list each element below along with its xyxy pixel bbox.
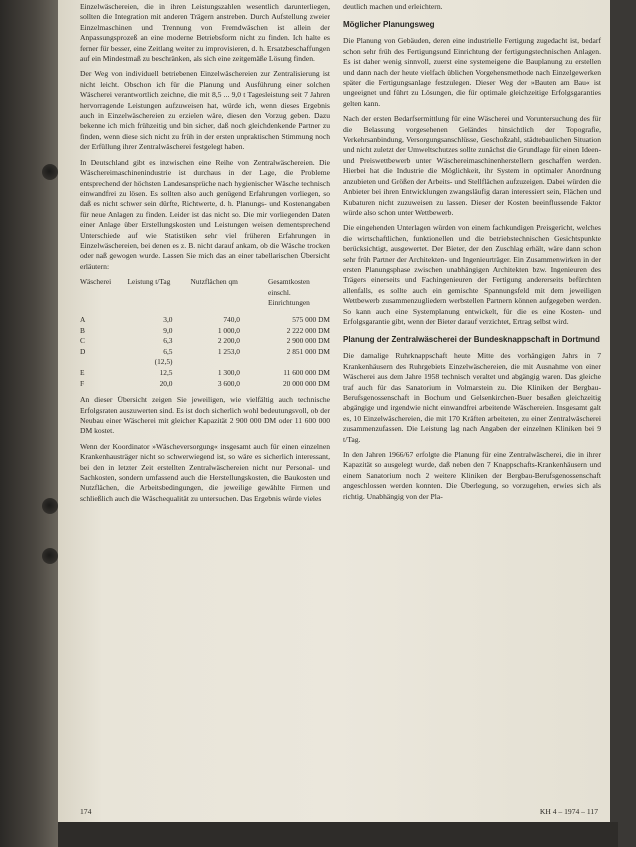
punch-hole bbox=[42, 498, 58, 514]
cell-kosten: 2 222 000 DM bbox=[286, 325, 330, 335]
column-header: Gesamtkosten einschl. Einrichtungen bbox=[268, 277, 310, 308]
cell-flaeche: 3 600,0 bbox=[217, 378, 240, 388]
cell-flaeche: 1 000,0 bbox=[217, 325, 240, 335]
page-shadow bbox=[58, 822, 618, 847]
binder-edge bbox=[0, 0, 58, 847]
cell-name: A bbox=[80, 314, 86, 324]
cell-name: E bbox=[80, 367, 85, 377]
column-header: Nutzflächen qm bbox=[190, 277, 238, 287]
cell-kosten: 575 000 DM bbox=[292, 314, 330, 324]
cell-flaeche bbox=[173, 357, 241, 368]
table-row bbox=[80, 336, 330, 347]
cell-name: C bbox=[80, 336, 85, 346]
paragraph: deutlich machen und erleichtern. bbox=[343, 2, 443, 11]
table-row bbox=[80, 379, 330, 390]
table-row bbox=[80, 357, 330, 368]
table-row bbox=[80, 347, 330, 358]
cell-leistung: 6,3 bbox=[163, 336, 173, 346]
cell-name: D bbox=[80, 346, 86, 356]
journal-reference: KH 4 – 1974 – 117 bbox=[539, 807, 598, 816]
cell-kosten: 11 600 000 DM bbox=[283, 367, 330, 377]
column-header: Leistung t/Tag bbox=[127, 277, 171, 287]
cell-flaeche: 1 253,0 bbox=[217, 346, 240, 356]
left-column bbox=[80, 2, 330, 509]
cell-kosten: 2 851 000 DM bbox=[286, 346, 330, 356]
laundry-comparison-table bbox=[80, 277, 330, 389]
page-number: 174 bbox=[80, 807, 92, 816]
paragraph: In Deutschland gibt es inzwischen eine Reihe von Zentralwäschereien. Die Wäschereimaschinenindustrie ist durchaus in der Lage, die Probleme entsprechend der höchsten Landesansprüche nach hygienischer Wäsche technisch einwandfrei zu lösen. Es sollten also auch genügend Erfahrungen vorliegen, so daß es nicht schwer sein dürfte, Richtwerte, d. h. Planungs- und Kostenangaben für neue Anlagen zu finden. Leider ist das nicht so. Die mir vorliegenden Daten einer Anlage über Erstellungskosten und Leistungen weisen dementsprechend Unterschiede auf wie Statistiken sehr viel früheren Erfahrungen in Einzelwäschereien, bei denen es z. B. nicht darauf ankam, ob die Wäsche trocken oder naß gewogen wurde. Lassen Sie mich das an einer tabellarischen Übersicht erläutern: bbox=[80, 157, 330, 271]
cell-flaeche: 2 200,0 bbox=[217, 336, 240, 346]
paragraph: Die damalige Ruhrknappschaft heute Mitte des vorhängigen Jahrs in 7 Krankenhäusern des Ruhrgebiets Einzelwäschereien, die mit Ausnahme von einer Wäscherei aus dem Jahre 1958 technisch veraltet und abgängig waren. Das gleiche traf auch für das Sanatorium in Volmarstein zu. Die Kliniken der Bergbau-Berufsgenossenschaft in Bochum und Gelsenkirchen-Buer besaßen gleichzeitig abgängige und irgendwie nicht einwandfrei arbeitende Wäschereien. Insgesamt galt es, 10 Einzelwäschereien, die mit 170 Kräften arbeiteten, zu einer Zentralwäscherei zusammenzufassen. Die Leistung lag nach Angaben der einzelnen Kliniken bei 9 t/Tag. bbox=[343, 351, 601, 444]
cell-name: F bbox=[80, 378, 85, 388]
cell-leistung: 9,0 bbox=[163, 325, 173, 335]
cell-leistung: 3,0 bbox=[163, 314, 173, 324]
cell-leistung: (12,5) bbox=[154, 357, 173, 367]
section-heading: Möglicher Planungsweg bbox=[343, 20, 435, 30]
cell-flaeche: 1 300,0 bbox=[217, 367, 240, 377]
table-row bbox=[80, 368, 330, 379]
paragraph: Die eingehenden Unterlagen würden von einem fachkundigen Preisgericht, welches die wirtschaftlichen, funktionellen und die betriebstechnischen Gesichtspunkte berücksichtigt, ausgewertet. Der Bieter, der den Zuschlag erhält, wäre dann schon sehr früh Partner der Architekten- und Ingenieurträger. Ein Zusammenwirken in der ersten Planungsphase zwischen unabhängigen Architekten bzw. Ingenieuren des Trägers einerseits und Fachingenieuren der Fertigung andererseits befürchten allenfalls, es sollte auch ein gemischte Spannungsfeld mit dem jeweiligen Wettbewerb zusammenzugliedern werbstellen Partnern können aufgegeben werden. So kann auch eine Systemplanung entwickelt, für die es eine Kosten- und Erfolgsgarantie gibt, wenn der Bieter darauf verzichtet, Ertrag selbst wird. bbox=[343, 223, 601, 326]
paragraph: An dieser Übersicht zeigen Sie jeweiligen, wie vielfältig auch technische Erfolgsraten auszuwerten sind. Es ist doch sicherlich wohl bedeutungsvoll, ob der Neubau einer Wäscherei mit gleicher Kapazität 2 900 000 DM oder 11 600 000 DM kostet. bbox=[80, 395, 330, 436]
paragraph: Der Weg von individuell betriebenen Einzelwäschereien zur Zentralisierung ist nicht leicht. Obschon ich für die Planung und Ausführung einer solchen Wäscherei verantwortlich zeichne, die mit 8,5 ... 9,0 t Tagesleistung seit 7 Jahren hervorragende Leistungen aufzuweisen hat, würde ich, wenn dieses Ergebnis auch in Einzelwäschereien zu erzielen wäre, diesen den Vorzug geben. Dazu bekenne ich mich frühzeitig und bin sicher, daß noch gleichdenkende Partner zu finden, wenn diese sich nicht zu früh in der ersten unpraktischen Stimmung noch der Erfüllung ihrer Zentralwäscherei festgelegt haben. bbox=[80, 69, 330, 152]
paragraph: In den Jahren 1966/67 erfolgte die Planung für eine Zentralwäscherei, die in ihrer Kapazität so ausgelegt wurde, daß neben den 7 Knappschafts-Krankenhäusern und einem Sanatorium noch 2 weitere Kliniken der Bergbau-Berufsgenossenschaft angeschlossen werden konnten. Die Überlegung, so vorzugehen, erwies sich als richtig. Unabhängig von der Pla- bbox=[343, 450, 601, 501]
punch-hole bbox=[42, 548, 58, 564]
paragraph: Wenn der Koordinator »Wäscheversorgung« insgesamt auch für einen einzelnen Krankenhausträger nicht so schwerwiegend ist, so wäre es sicherlich interessant, bei den in letzter Zeit erstellten Zentralwäschereien nicht nur Personal- und Sachkosten, sondern umfassend auch die Herstellungskosten, die Baukosten und Nutzflächen, die Arbeitsbedingungen, die jeweilige gewählte Firmen und schließlich auch die Wäschequalität zu untersuchen. Das Ergebnis würde vieles bbox=[80, 441, 330, 503]
right-column bbox=[343, 2, 601, 507]
table-row bbox=[80, 315, 330, 326]
cell-kosten: 2 900 000 DM bbox=[286, 336, 330, 346]
paragraph: Einzelwäschereien, die in ihren Leistungszahlen wesentlich darunterliegen, sollten die Integration mit anderen Trägern anstreben. Durch Aufstellung zweier Einzelmaschinen und Trennung von Fremdwäschen ist allein der Anpassungsprozeß an eine moderne Betriebsform nicht zu finden. Ich halte es ferner für besser, eine Zeitlang weiter zu improvisieren, d. h. Ersatzbeschaffungen auf ein Mindestmaß zu beschränken, als sich eine zeitgemäße Lösung finden. bbox=[80, 2, 330, 64]
cell-kosten bbox=[240, 357, 330, 368]
table-row bbox=[80, 326, 330, 337]
punch-hole bbox=[42, 164, 58, 180]
section-heading: Planung der Zentralwäscherei der Bundesknappschaft in Dortmund bbox=[343, 335, 600, 345]
paragraph: Die Planung von Gebäuden, deren eine industrielle Fertigung zugedacht ist, bedarf schon sehr früh des Fertigungsund Einrichtung der fertigungstechnischen Anlagen. Es ist daher wenig sinnvoll, zuerst eine systemeigene die Bauplanung zu erstellen und dann nach der heute vielfach üblichen Vorgehensmethode nach Einzelgewerken später die Fertigungsanlage festzulegen. Dieser Weg der »Bauten am Bau« ist ungeeignet und führt zu Lösungen, die für optimale gleichzeitige Erfolgsgaranties gelten kann. bbox=[343, 36, 601, 108]
cell-kosten: 20 000 000 DM bbox=[282, 378, 330, 388]
journal-page bbox=[58, 0, 610, 822]
cell-flaeche: 740,0 bbox=[223, 314, 240, 324]
cell-leistung: 6,5 bbox=[163, 346, 173, 356]
cell-name bbox=[80, 357, 128, 368]
cell-leistung: 20,0 bbox=[159, 378, 173, 388]
column-header: Wäscherei bbox=[80, 277, 112, 287]
cell-name: B bbox=[80, 325, 85, 335]
table-header-row bbox=[80, 277, 330, 309]
cell-leistung: 12,5 bbox=[159, 367, 173, 377]
paragraph: Nach der ersten Bedarfsermittlung für eine Wäscherei und Voruntersuchung des für die Belassung vorgesehenen Geländes hinsichtlich der Topografie, Verkehrsanbindung, Versorgungsanschlüsse, Geschoßzahl, städtebaulichen Situation und nicht zuletzt der Umweltschutzes sollte zunächst die Grundlage für einen Ideen- und Preiswettbewerb unter Wäschereimaschinenherstellern geschaffen werden. Hierbei hat die Industrie die Möglichkeit, ihr System in optimaler Anordnung anzubieten und Größen der Arbeits- und Stellflächen aufzuzeigen. Dabei würden die Anbieter bei ihren Entwicklungen zwangsläufig daran interessiert sein, Flächen und Kubaturen nicht zuzuweisen zu lassen. Dieser der Kosten beeinflussende Faktor würde also schon unter Wettbewerb. bbox=[343, 114, 601, 217]
